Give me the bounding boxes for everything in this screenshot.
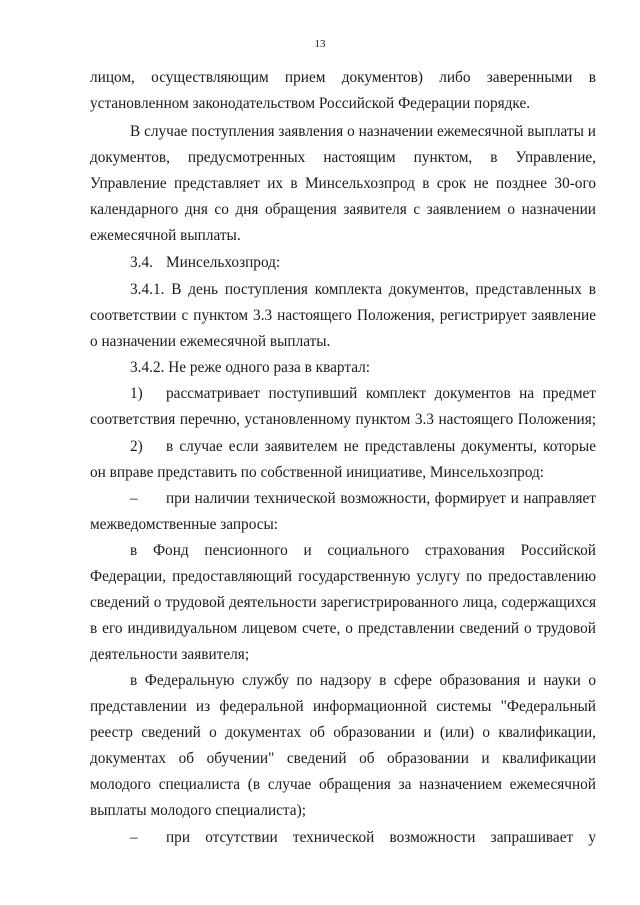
paragraph-first-line: в Фонд пенсионного и социального страхования Российской — [130, 542, 596, 559]
paragraph-first-line: В случае поступления заявления о назначении ежемесячной выплаты и — [130, 123, 596, 140]
text-line: Управление представляет их в Минсельхозпрод в срок не позднее 30-ого — [90, 175, 596, 192]
list-number: 1) — [130, 385, 143, 402]
dash-text: при отсутствии технической возможности запрашивает у — [166, 829, 596, 846]
paragraph-first-line: 3.4.1. В день поступления комплекта документов, представленных в — [130, 281, 596, 298]
text-line: Федерации, предоставляющий государственную услугу по предоставлению — [90, 568, 596, 585]
text-line: о назначении ежемесячной выплаты. — [90, 333, 331, 350]
list-text: рассматривает поступивший комплект документов на предмет — [166, 385, 596, 402]
text-line: документах об обучении" сведений об образовании и квалификации — [90, 750, 596, 767]
list-item — [130, 437, 596, 457]
text-line: деятельности заявителя; — [90, 646, 250, 663]
section-number: 3.4. — [130, 254, 153, 271]
text-line: установленном законодательством Российской Федерации порядке. — [90, 95, 531, 112]
text-line: он вправе представить по собственной инициативе, Минсельхозпрод: — [90, 464, 545, 481]
text-line: документов, предусмотренных настоящим пунктом, в Управление, — [90, 149, 596, 166]
text-line: межведомственные запросы: — [90, 516, 279, 533]
paragraph-first-line: 3.4.2. Не реже одного раза в квартал: — [130, 359, 371, 376]
section-heading — [130, 253, 596, 273]
page-number: 13 — [314, 38, 326, 50]
section-title: Минсельхозпрод: — [166, 254, 281, 271]
text-line: соответствия перечню, установленному пунктом 3.3 настоящего Положения; — [90, 411, 596, 428]
dash-marker: – — [130, 490, 138, 507]
dash-text: при наличии технической возможности, формирует и направляет — [166, 490, 596, 507]
paragraph-first-line: в Федеральную службу по надзору в сфере образования и науки о — [130, 672, 596, 689]
dash-item — [130, 828, 596, 848]
dash-marker: – — [130, 829, 138, 846]
text-line: молодого специалиста (в случае обращения за назначением ежемесячной — [90, 776, 596, 793]
text-line: представлении из федеральной информационной системы "Федеральный — [90, 698, 596, 715]
text-line: реестр сведений о документах об образовании и (или) о квалификации, — [90, 724, 596, 741]
text-line: лицом, осуществляющим прием документов) либо заверенными в — [90, 69, 596, 86]
text-line: соответствии с пунктом 3.3 настоящего Положения, регистрирует заявление — [90, 307, 596, 324]
list-number: 2) — [130, 438, 143, 455]
text-line: календарного дня со дня обращения заявителя с заявлением о назначении — [90, 201, 596, 218]
text-line: ежемесячной выплаты. — [90, 227, 241, 244]
dash-item — [130, 489, 596, 509]
text-line: в его индивидуальном лицевом счете, о представлении сведений о трудовой — [90, 620, 596, 637]
text-line: выплаты молодого специалиста); — [90, 802, 306, 819]
list-item — [130, 384, 596, 404]
text-line: сведений о трудовой деятельности зарегистрированного лица, содержащихся — [90, 594, 596, 611]
list-text: в случае если заявителем не представлены документы, которые — [166, 438, 596, 455]
